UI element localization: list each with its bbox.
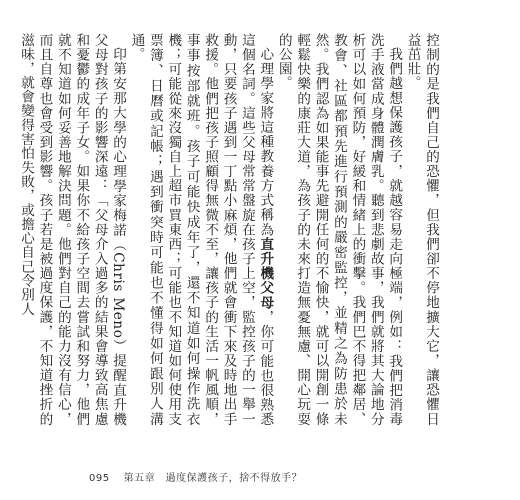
paragraph-1: 控制的是我們自己的恐懼，但我們卻不停地擴大它，讓恐懼日益茁壯。	[404, 33, 439, 426]
chapter-running-head: 第五章 過度保護孩子，捨不得放手？	[123, 473, 303, 484]
page-number: 095	[89, 473, 110, 484]
paragraph-2: 我們越想保護孩子，就越容易走向極端，例如：我們把消毒洗手液當成身體潤膚乳。聽到悲劇故事，我們就將其大論地分析可以如何預防，好緩和情緒上的衝擊。我們巴不得把鄰居、教會、社區都預先進行預測的嚴密監控，並精之為防患於未然。我們認為如果能事先避開任何的不愉快，就可以開創一條輕鬆快樂的康莊大道，為孩子的未來打造無憂無慮、開心玩耍的公園。	[275, 33, 403, 426]
paragraph-3-rest: ，你可能也很熟悉這個名詞。這些父母常常盤旋在孩子上空，監控孩子的一舉一動，只要孩子遇到一丁點小麻煩，他們就會衝下來及時地出手救援。他們把孩子照顧得無微不至，讓孩子的生活一帆風順，事事按部就班。孩子可能快成年了，還不知道如何操作洗衣機；可能從來沒獨自上超市買東西；可能也不知道如何使用支票簿、日曆或記帳；遇到衝突時可能也不懂得如何跟別人溝通。	[128, 33, 274, 427]
paragraph-3	[127, 33, 274, 426]
body-text	[18, 33, 440, 427]
paragraph-4: 印第安那大學的心理學家梅諾（Chris Meno）提醒直升機父母對孩子的影響深遠：「父母介入過多的結果會導致高焦慮和憂鬱的成年子女。如果你不給孩子空間去嘗試和努力，他們就不知道如何妥善地解決問題。他們對自己的能力沒有信心，而且自尊也會受到影響。孩子若是被過度保護，不知道挫折的滋味，就會變得害怕失敗，或擔心自己令別人	[18, 33, 127, 426]
paragraph-3-lead: 心理學家將這種教養方式稱為	[257, 46, 274, 237]
page-footer	[89, 469, 302, 484]
helicopter-parents-term: 直升機父母	[257, 236, 274, 310]
